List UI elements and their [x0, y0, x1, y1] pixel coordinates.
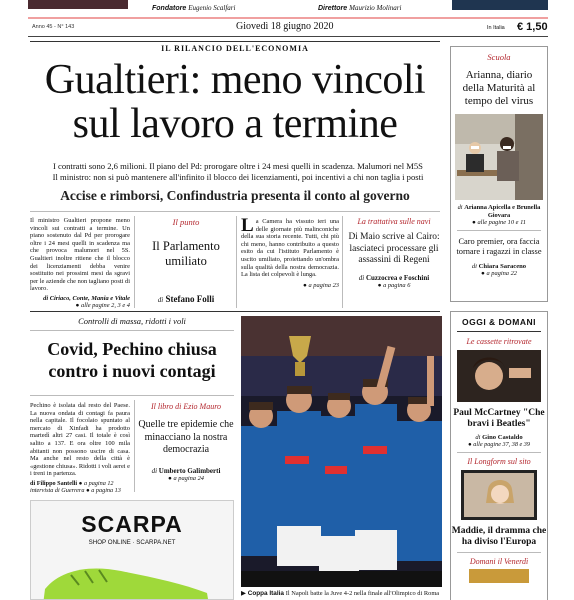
lead-article-pages: ● alle pagine 2, 3 e 4: [75, 301, 130, 309]
item3-kicker: Domani il Venerdì: [469, 557, 529, 566]
mauro-byline-prefix: di: [151, 466, 158, 475]
item1-pages: ● alle pagine 37, 38 e 39: [467, 441, 530, 448]
founder-name: Eugenio Scalfari: [188, 4, 236, 12]
founder-label: Fondatore: [152, 5, 187, 12]
director-label: Direttore: [318, 5, 348, 12]
regeni-byline: Cuzzocrea e Foschini: [365, 273, 430, 282]
row-rule: [30, 211, 440, 212]
maddie-photo[interactable]: [461, 470, 537, 520]
pechino-headline-line1: Covid, Pechino chiusa: [47, 339, 217, 359]
mauro-title: Quelle tre epidemie che minacciano la nostra democrazia: [138, 419, 234, 455]
item1-title: Paul McCartney "Che bravi i Beatles": [453, 408, 545, 429]
oggi-divider-1: [457, 452, 541, 453]
masthead-rule: [28, 17, 548, 19]
sidebar-byline-prefix: di: [457, 204, 463, 211]
mccartney-photo: [457, 350, 541, 402]
oggi-domani-sidebar: [450, 311, 548, 600]
classroom-photo: [455, 114, 543, 200]
sidebar-second-byline-prefix: di: [471, 263, 478, 271]
col-divider-4: [134, 400, 135, 492]
mauro-byline: Umberto Galimberti: [158, 466, 221, 475]
lead-article-byline: di Ciriaco, Conte, Mania e Vitale: [43, 294, 130, 302]
camera-text: a Camera ha vissuto ieri una delle giornate più malinconiche della sua storia recente. Tutti, chi più chi meno, hanno contribuito a questo esito da cui l'istituto Parlamento è uscito umiliato, proiettando un'ombra sulla qualità della nostra democrazia. La lista dei colpevoli è lunga.: [241, 218, 339, 279]
caption-text: Il Napoli batte la Juve 4-2 nella finale all'Olimpico di Roma: [285, 590, 440, 597]
scarpa-ad[interactable]: [30, 500, 234, 600]
punto-title: Il Parlamento umiliato: [152, 239, 220, 268]
sidebar-divider: [457, 230, 541, 231]
row2-rule: [30, 311, 440, 312]
sidebar-second-title: Caro premier, ora faccia tornare i ragazzi in classe: [456, 237, 542, 257]
price: € 1,50: [517, 21, 548, 33]
ad-tagline: SHOP ONLINE · SCARPA.NET: [88, 539, 176, 546]
ad-brand: SCARPA: [81, 511, 183, 537]
pechino-article: Pechino è isolata dal resto del Paese. La nuova ondata di contagi fa paura nella capitale. Il focolaio spuntato al mercato di Xinfadi ha prodotto martedì altri 27 casi. Il totale è così salito a 137. E ora oltre 100 mila abitanti non possono uscire di casa. Ma anche nel resto della città è «gestione chiusa». Ridotti i voli aerei e i treni in partenza. di Filippo Santelli ● a pagina 12 intervista di Guerrera ● a pagina 13: [30, 402, 130, 495]
caption-label: Coppa Italia: [247, 590, 284, 597]
pechino-kicker: Controlli di massa, ridotti i voli: [78, 316, 186, 326]
main-headline-line1: Gualtieri: meno vincoli: [44, 57, 426, 103]
item1-kicker: Le cassette ritrovate: [466, 337, 532, 346]
sidebar-scuola: [450, 46, 548, 302]
venerdi-cover[interactable]: [469, 569, 529, 583]
regeni-page: ● a pagina 6: [377, 281, 411, 289]
item1-byline: Gino Castaldo: [482, 434, 523, 441]
regeni-byline-prefix: di: [358, 273, 365, 282]
maddie-photo-svg: [464, 473, 536, 517]
oggi-domani-header: OGGI & DOMANI: [461, 317, 537, 327]
col-divider-3: [342, 216, 343, 308]
punto-box: [140, 217, 232, 304]
pechino-headline: [30, 338, 234, 382]
lead-article: [30, 217, 130, 309]
regeni-kicker: La trattativa sulle navi: [357, 217, 431, 226]
camera-page-text: a pagina 23: [308, 281, 339, 289]
main-deck: [28, 161, 448, 183]
sidebar-pages: ● alle pagine 10 e 11: [472, 219, 526, 227]
classroom-photo-svg: [455, 114, 543, 200]
mccartney-photo-svg: [457, 350, 541, 402]
lead-article-text: Il ministro Gualtieri propone meno vincoli sui contratti a termine. Un piano sostenuto dal Pd per prorogare oltre i 24 mesi quelli in scadenza ma che provoca malumori nel 5S. Gualtieri inoltre ritiene che il blocco dei licenziamenti debba venire sostituito nei prossimi mesi da sgravi per le aziende che non tagliano posti di lavoro.: [30, 217, 130, 293]
item1-pages-text: alle pagine 37, 38 e 39: [473, 441, 530, 448]
main-deck-line2: Il ministro: non si può mantenere all'infinito il blocco dei licenziamenti, poi incentivi a chi non taglia i posti: [52, 172, 424, 182]
main-headline-line2: sul lavoro a termine: [72, 101, 398, 147]
sidebar-second-page-text: a pagina 22: [486, 270, 517, 278]
sidebar-section: Scuola: [487, 52, 511, 62]
punto-kicker: Il punto: [172, 217, 200, 227]
price-label: In Italia: [487, 25, 505, 31]
oggi-rule: [457, 331, 541, 332]
camera-article: [241, 215, 339, 289]
regeni-box: [346, 217, 442, 289]
sidebar-second-page: ● a pagina 22: [480, 270, 517, 278]
pechino-kicker-rule: [30, 330, 234, 331]
shoe-graphic: [31, 549, 234, 600]
mauro-kicker: Il libro di Ezio Mauro: [150, 402, 222, 411]
item1-byline-prefix: di: [475, 434, 481, 441]
oggi-divider-2: [457, 552, 541, 553]
item2-kicker: Il Longform sul sito: [467, 457, 531, 466]
pechino-rule: [30, 395, 234, 396]
sidebar-byline: Arianna Apicella e Brunella Giovara: [464, 204, 541, 219]
camera-dropcap: L: [241, 215, 254, 236]
main-deck-line1: I contratti sono 2,6 milioni. Il piano del Pd: prorogare oltre i 24 mesi quelli in scadenza. Malumori nel M5S: [53, 161, 423, 171]
sidebar-title: Arianna, diario della Maturità al tempo del virus: [462, 69, 536, 107]
mauro-page-text: a pagina 24: [173, 474, 204, 482]
pechino-byline2: intervista di Guerrera: [30, 487, 85, 495]
pechino-page2: a pagina 13: [91, 487, 121, 495]
masthead-right-dark: [452, 0, 548, 10]
issue-date: Giovedì 18 giugno 2020: [236, 21, 334, 32]
punto-author-prefix: di: [157, 296, 164, 304]
pechino-page1: a pagina 12: [83, 479, 114, 487]
second-headline: Accise e rimborsi, Confindustria presenta il conto al governo: [60, 188, 410, 203]
mauro-page: ● a pagina 24: [167, 474, 204, 482]
pechino-byline1: di Filippo Santelli: [30, 479, 78, 487]
mauro-box: [138, 402, 234, 482]
director-name: Maurizio Molinari: [349, 4, 402, 12]
lead-article-pages-text: alle pagine 2, 3 e 4: [81, 301, 130, 309]
masthead-bottom-rule: [28, 36, 548, 37]
item2-title[interactable]: Maddie, il dramma che ha diviso l'Europa: [451, 526, 547, 547]
main-headline: [30, 59, 440, 145]
founder-line: [152, 4, 235, 12]
pechino-text: Pechino è isolata dal resto del Paese. La nuova ondata di contagi fa paura nella capitale. Il focolaio spuntato al mercato di Xinfadi ha prodotto martedì altri 27 casi. Il totale è così salito a 137. E ora oltre 100 mila abitanti non possono uscire di casa. Ma anche nel resto della città è «gestione chiusa». Ridotti i voli aerei e i treni in partenza.: [30, 402, 130, 478]
regeni-page-text: a pagina 6: [383, 281, 411, 289]
director-line: [318, 4, 401, 12]
masthead-left-dark: [28, 0, 128, 9]
pechino-headline-line2: contro i nuovi contagi: [48, 361, 216, 381]
sidebar-second-byline: Chiara Saraceno: [478, 263, 527, 271]
col-divider-2: [236, 216, 237, 308]
kicker-rule: [30, 41, 440, 42]
punto-author: Stefano Folli: [165, 294, 215, 304]
photo-caption: ▶ Coppa Italia Il Napoli batte la Juve 4-2 nella finale all'Olimpico di Roma: [241, 590, 440, 597]
coppa-italia-photo: [241, 316, 442, 587]
top-kicker: IL RILANCIO DELL'ECONOMIA: [161, 44, 309, 53]
issue-number: Anno 45 - N° 143: [32, 24, 75, 30]
football-photo-svg: [241, 316, 442, 587]
regeni-title: Di Maio scrive al Cairo: lasciateci processare gli assassini di Regeni: [348, 232, 440, 266]
camera-page: ● a pagina 23: [302, 281, 339, 289]
col-divider-1: [134, 216, 135, 308]
sidebar-pages-text: alle pagine 10 e 11: [477, 219, 526, 227]
